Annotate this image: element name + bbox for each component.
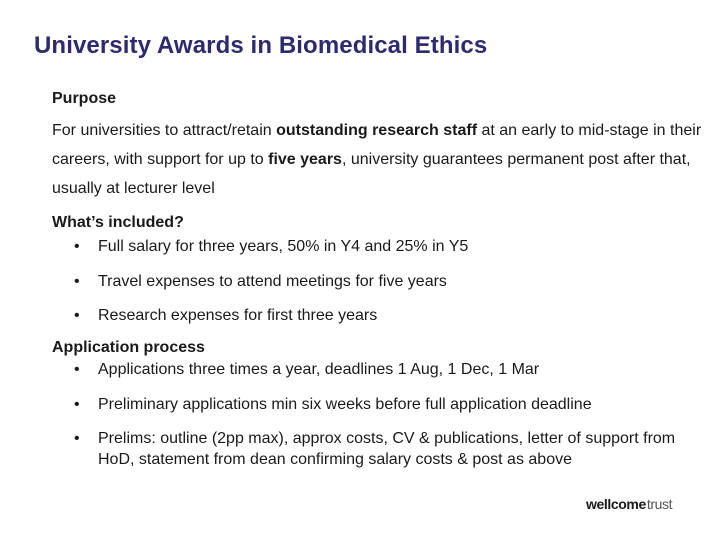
application-heading: Application process (52, 339, 205, 356)
bullet-icon: • (74, 396, 80, 413)
purpose-section (52, 88, 712, 203)
list-item: • Prelims: outline (2pp max), approx costs, CV & publications, letter of support from HoD, statement from dean confirming salary costs & post as above (74, 430, 676, 468)
list-item: • Applications three times a year, deadlines 1 Aug, 1 Dec, 1 Mar (74, 361, 540, 378)
purpose-bold-outstanding: outstanding research staff (276, 122, 478, 139)
bullet-icon: • (74, 238, 80, 255)
included-section (52, 212, 712, 326)
included-heading: What’s included? (52, 214, 184, 231)
list-item: • Travel expenses to attend meetings for five years (74, 273, 447, 290)
bullet-icon: • (74, 430, 80, 447)
purpose-heading: Purpose (52, 90, 117, 107)
bullet-icon: • (74, 273, 80, 290)
slide-title: University Awards in Biomedical Ethics (34, 32, 488, 59)
included-list (52, 236, 712, 326)
wellcome-trust-logo: wellcometrust (586, 496, 673, 512)
application-section (52, 337, 712, 470)
purpose-bold-years: five years (268, 151, 342, 168)
bullet-icon: • (74, 307, 80, 324)
list-item: • Preliminary applications min six weeks before full application deadline (74, 396, 592, 413)
application-list (52, 359, 712, 470)
purpose-text: For universities to attract/retain outstanding research staff at an early to mid-stage in their careers, with support for up to five years, university guarantees permanent post after that, usually at lecturer level (52, 122, 702, 197)
list-item: • Research expenses for first three years (74, 307, 378, 324)
list-item: • Full salary for three years, 50% in Y4 and 25% in Y5 (74, 238, 469, 255)
bullet-icon: • (74, 361, 80, 378)
